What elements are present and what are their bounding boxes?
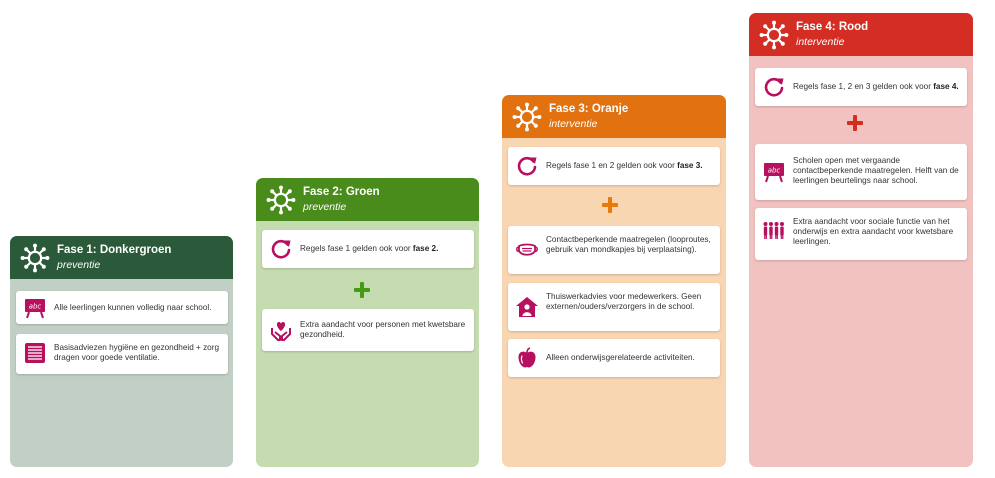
phase-1-subtitle: preventie	[57, 259, 101, 271]
virus-icon	[759, 20, 789, 50]
phase-4-title: Fase 4: Rood	[796, 21, 869, 33]
phase-3-item-4	[508, 339, 720, 377]
face-mask-icon	[515, 238, 539, 262]
refresh-arrow-icon	[762, 75, 786, 99]
ventilation-grille-icon	[23, 341, 47, 365]
chalkboard-abc-icon	[23, 296, 47, 320]
phase-3-title: Fase 3: Oranje	[549, 103, 629, 115]
phase-2-column	[256, 178, 479, 467]
phase-1-item-1-text: Alle leerlingen kunnen volledig naar school.	[54, 303, 212, 312]
virus-icon	[512, 102, 542, 132]
phase-3-item-1	[508, 147, 720, 185]
phase-3-item-1-text: Regels fase 1 en 2 gelden ook voor fase 3.	[546, 161, 703, 170]
phase-2-item-1-text: Regels fase 1 gelden ook voor fase 2.	[300, 244, 439, 253]
refresh-arrow-icon	[269, 237, 293, 261]
phase-2-item-2-text: Extra aandacht voor personen met kwetsbare gezondheid.	[300, 320, 466, 339]
phase-3-item-3-text: Thuiswerkadvies voor medewerkers. Geen externen/ouders/verzorgers in de school.	[546, 292, 702, 311]
plus-icon	[601, 196, 619, 214]
chalkboard-abc-icon	[762, 160, 786, 184]
phase-4-item-1-text: Regels fase 1, 2 en 3 gelden ook voor fase 4.	[793, 82, 959, 91]
phase-2-header	[256, 178, 479, 221]
phase-3-item-3	[508, 283, 720, 331]
hands-heart-icon	[269, 318, 293, 342]
refresh-arrow-icon	[515, 154, 539, 178]
group-people-icon	[762, 218, 786, 242]
phase-3-subtitle: interventie	[549, 118, 598, 130]
plus-icon	[353, 281, 371, 299]
phase-4-item-3	[755, 208, 967, 260]
phase-4-column	[749, 13, 973, 467]
phase-1-item-1	[16, 291, 228, 324]
virus-icon	[20, 243, 50, 273]
phase-3-header	[502, 95, 726, 138]
phase-1-title: Fase 1: Donkergroen	[57, 244, 172, 256]
plus-icon	[846, 114, 864, 132]
phase-4-subtitle: interventie	[796, 36, 845, 48]
phase-1-item-2-text: Basisadviezen hygiëne en gezondheid + zorg dragen voor goede ventilatie.	[54, 343, 220, 362]
apple-icon	[515, 346, 539, 370]
home-person-icon	[515, 295, 539, 319]
phase-1-column	[10, 236, 233, 467]
phase-3-item-4-text: Alleen onderwijsgerelateerde activiteiten.	[546, 353, 695, 362]
phase-3-column	[502, 95, 726, 467]
phase-3-item-2-text: Contactbeperkende maatregelen (looproutes, gebruik van mondkapjes bij verplaatsing).	[546, 235, 711, 254]
phase-1-header	[10, 236, 233, 279]
phase-4-item-2-text: Scholen open met vergaande contactbeperkende maatregelen. Helft van de leerlingen beurtelings naar school.	[793, 156, 959, 185]
phase-4-item-1	[755, 68, 967, 106]
phase-2-subtitle: preventie	[303, 201, 347, 213]
phase-4-item-2	[755, 144, 967, 200]
phase-4-item-3-text: Extra aandacht voor sociale functie van het onderwijs en extra aandacht voor kwetsbare leerlingen.	[793, 217, 954, 246]
phase-2-item-1	[262, 230, 474, 268]
phase-2-title: Fase 2: Groen	[303, 186, 380, 198]
phase-3-item-2	[508, 226, 720, 274]
phase-1-item-2	[16, 334, 228, 374]
virus-icon	[266, 185, 296, 215]
phase-4-header	[749, 13, 973, 56]
phase-2-item-2	[262, 309, 474, 351]
